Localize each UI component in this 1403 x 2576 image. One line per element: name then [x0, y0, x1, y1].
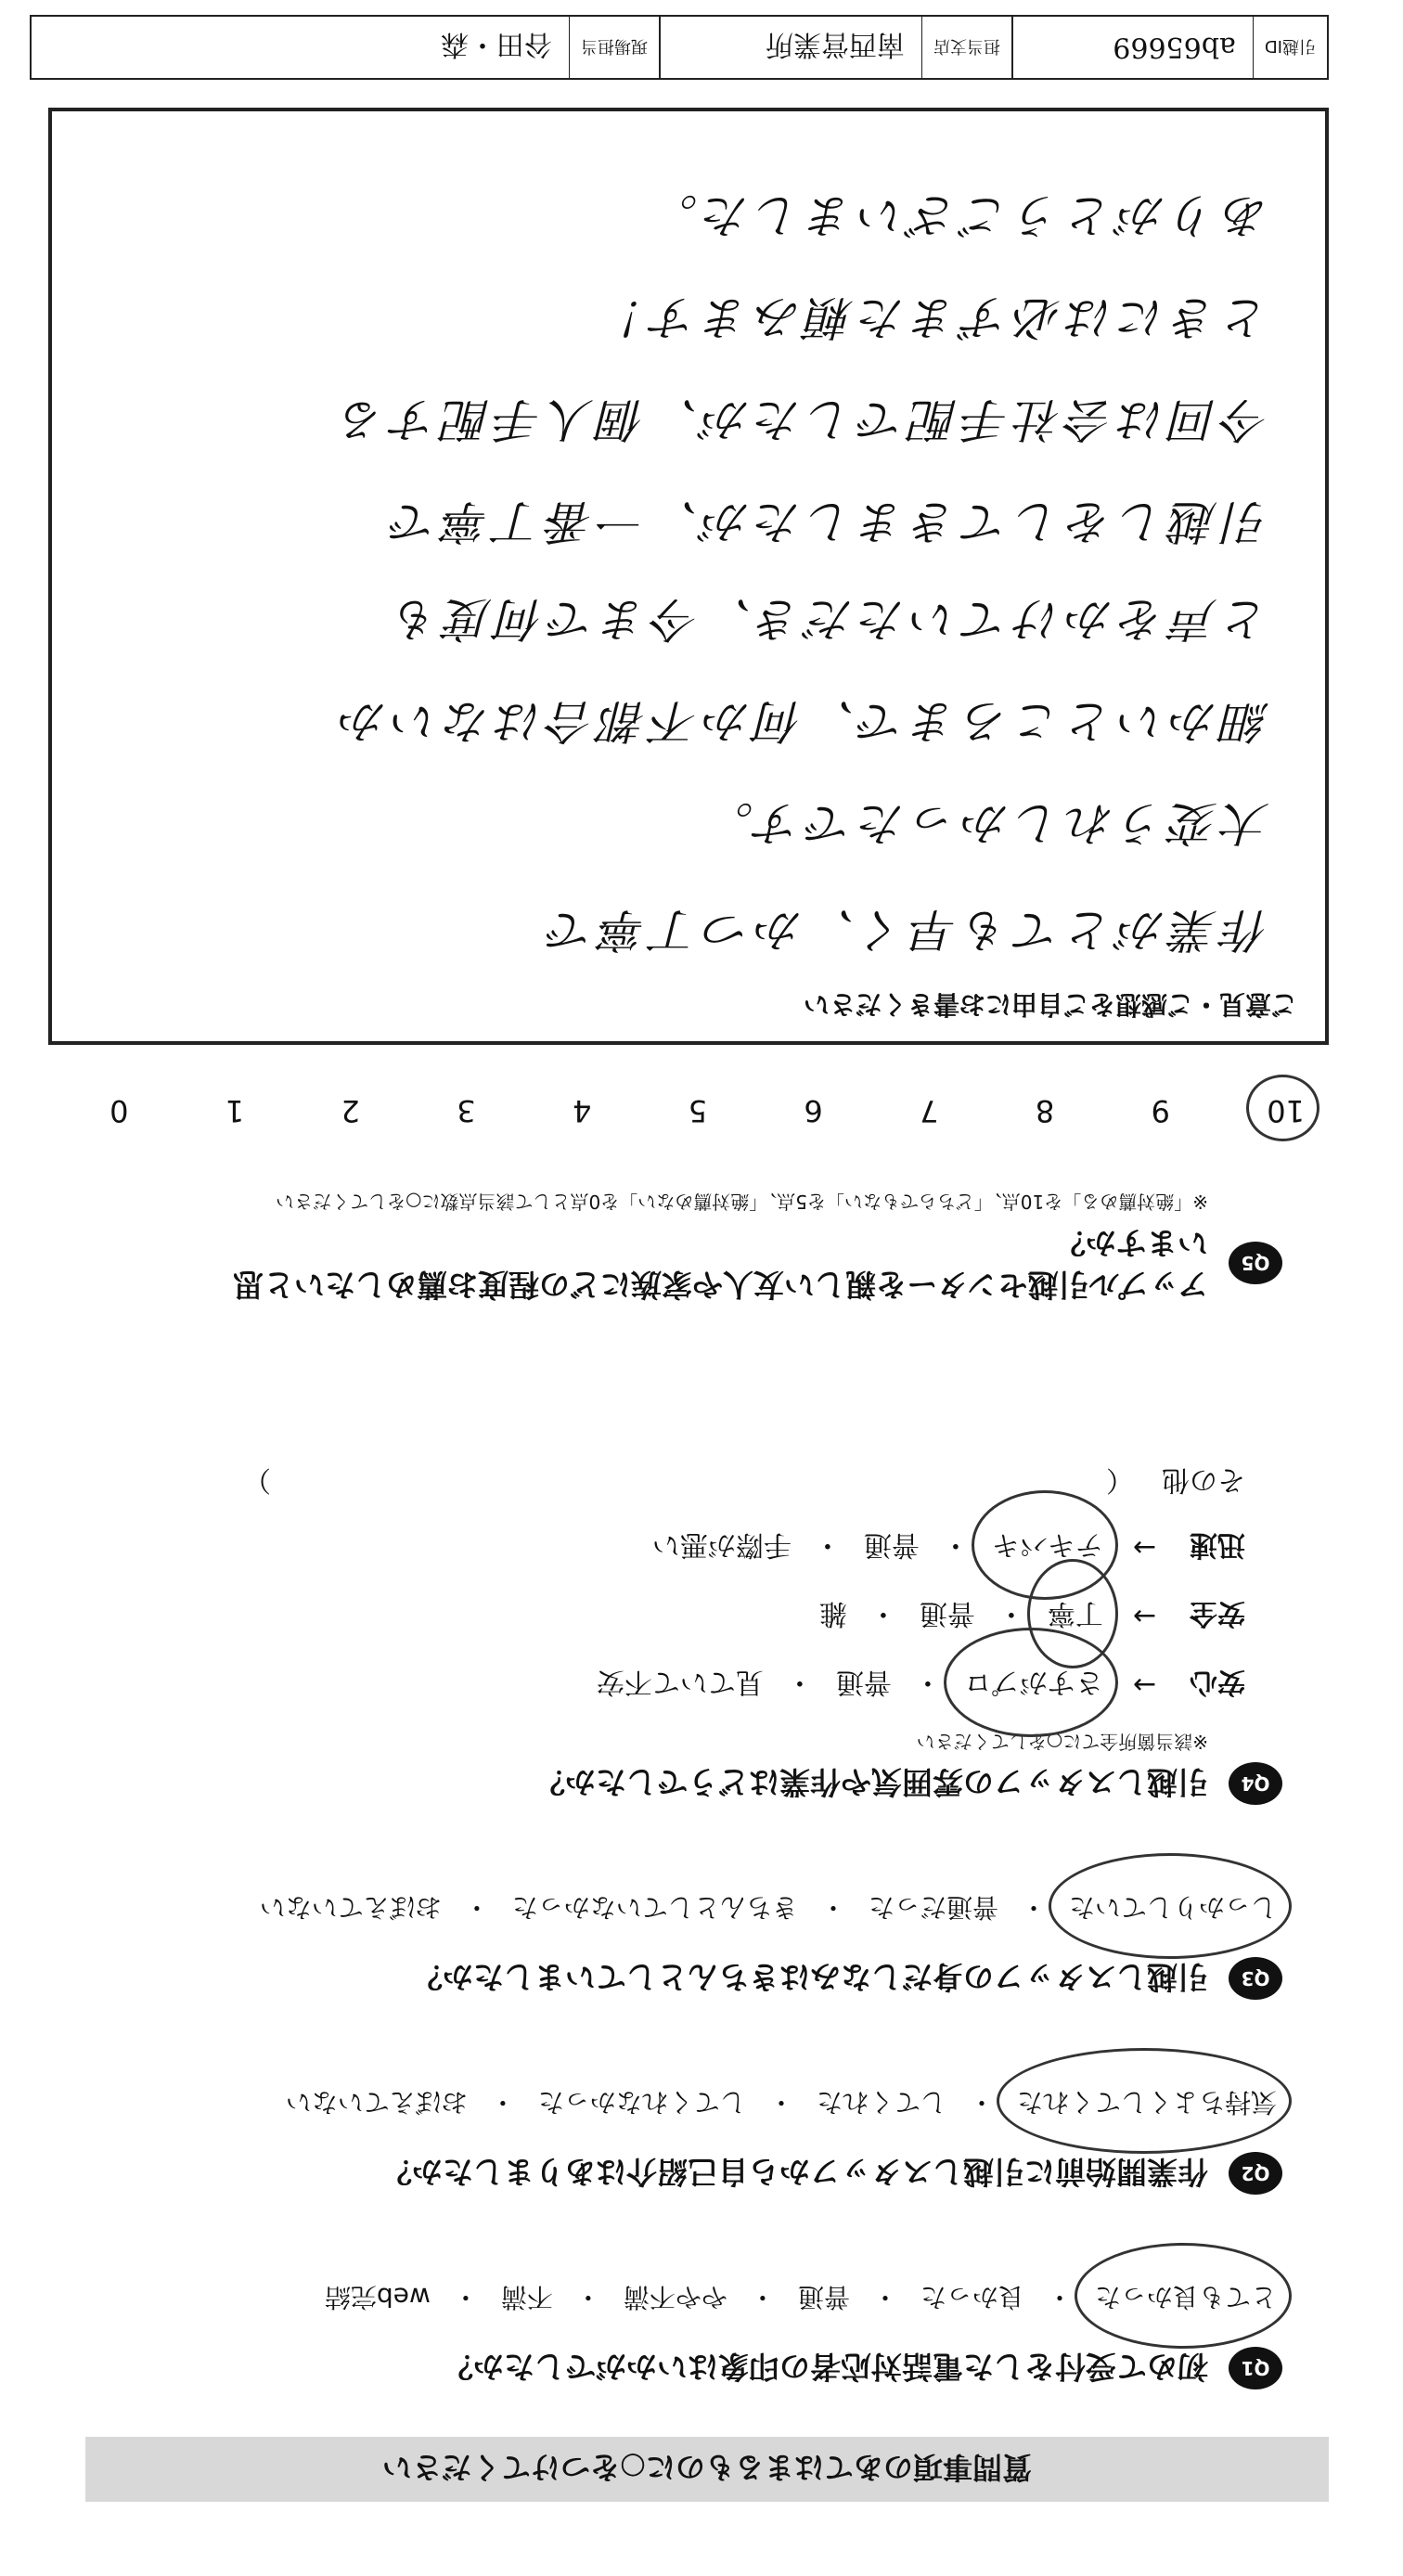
comment-line: ありがとうございました。	[646, 188, 1269, 242]
question-3	[122, 1887, 1282, 2001]
q4-other-label: その他	[1162, 1463, 1245, 1496]
staff-label: 現場担当	[569, 17, 659, 78]
q1-text: 初めて受付をした電話対応者の印象はいかがでしたか？	[443, 2349, 1208, 2385]
q2-text: 作業開始前に引越しスタッフから自己紹介はありましたか？	[381, 2154, 1208, 2190]
staff-cell	[32, 17, 659, 78]
comment-title: ご意見・ご感想をご自由にお書きください	[803, 989, 1297, 1020]
branch-label: 担当支店	[921, 17, 1011, 78]
comment-line: 今回は会社手配でしたが、個人手配する	[334, 393, 1269, 446]
q3-option[interactable]: 普通だった	[868, 1892, 998, 1923]
q5-score[interactable]: 10	[1261, 1093, 1310, 1128]
q2-option[interactable]: してくれた	[816, 2087, 946, 2118]
q4-option[interactable]: 雑	[818, 1597, 847, 1629]
arrow-icon: →	[1132, 1600, 1156, 1633]
q4-row-label: 迅速	[1190, 1528, 1245, 1561]
q5-score[interactable]: 3	[457, 1093, 476, 1128]
q5-score[interactable]: 9	[1151, 1093, 1170, 1128]
q4-option[interactable]: 普通	[835, 1666, 892, 1698]
comment-line: ときには必ずまた頼みます！	[594, 290, 1269, 344]
q4-row-anshin: 安心 → さすがプロ ・ 普通 ・ 見ていて不安	[122, 1661, 1245, 1709]
q3-option[interactable]: おぼえていない	[259, 1892, 442, 1923]
q5-score[interactable]: 7	[920, 1093, 939, 1128]
q5-score[interactable]: 4	[572, 1093, 592, 1128]
comment-line: 細かいところまで、何か不都合はないか	[335, 694, 1269, 748]
q4-option[interactable]: テキパキ	[986, 1524, 1109, 1572]
q3-option[interactable]: しっかりしていた	[1063, 1887, 1282, 1931]
q5-text: アップル引越センターを親しい友人や家族にどの程度お薦めしたいと思いますか？	[232, 1225, 1208, 1303]
q4-text: 引越しスタッフの雰囲気や作業はどうでしたか？	[534, 1764, 1208, 1800]
q4-option[interactable]: さすがプロ	[959, 1661, 1109, 1709]
move-id-label: 引越ID	[1253, 17, 1327, 78]
comment-line: と声をかけていただき、今まで何度も	[388, 592, 1269, 646]
move-id-cell	[1011, 17, 1327, 78]
header-table	[30, 15, 1329, 80]
q4-note: ※該当箇所全てに○をしてください	[916, 1731, 1208, 1753]
staff-value: 谷田・森	[441, 28, 552, 60]
q3-badge: Q3	[1229, 1958, 1282, 2001]
arrow-icon: →	[1132, 1531, 1156, 1565]
q2-options: 気持ちよくしてくれた ・ してくれた ・ してくれなかった ・ おぼえていない	[122, 2081, 1282, 2126]
comment-line: 作業がとても早く、かつ丁寧で	[543, 903, 1269, 957]
q4-other-paren-open: （	[1106, 1463, 1134, 1496]
q2-option[interactable]: おぼえていない	[285, 2087, 468, 2118]
q4-other-paren-close: ）	[243, 1463, 271, 1496]
q3-option[interactable]: きちんとしていなかった	[511, 1892, 798, 1923]
q1-option[interactable]: web完結	[324, 2282, 431, 2312]
q5-score[interactable]: 6	[804, 1093, 823, 1128]
question-2	[122, 2081, 1282, 2196]
branch-cell	[659, 17, 1011, 78]
q1-option[interactable]: 普通	[797, 2282, 850, 2312]
q2-option[interactable]: 気持ちよくしてくれた	[1011, 2081, 1282, 2126]
q5-badge: Q5	[1229, 1242, 1282, 1284]
comment-box[interactable]	[48, 108, 1329, 1045]
q1-option[interactable]: 良かった	[920, 2282, 1024, 2312]
q2-option[interactable]: してくれなかった	[537, 2087, 746, 2118]
q5-scale	[104, 1093, 1310, 1128]
question-4	[122, 1462, 1282, 1806]
q4-option[interactable]: 丁寧	[1042, 1592, 1109, 1641]
q4-option[interactable]: 手際が悪い	[651, 1528, 792, 1561]
q5-score[interactable]: 2	[341, 1093, 360, 1128]
q1-options: とても良かった ・ 良かった ・ 普通 ・ やや不満 ・ 不満 ・ web完結	[122, 2276, 1282, 2321]
q3-text: 引越しスタッフの身だしなみはきちんとしていましたか？	[412, 1959, 1208, 1995]
q3-options: しっかりしていた ・ 普通だった ・ きちんとしていなかった ・ おぼえていない	[122, 1887, 1282, 1931]
q4-option[interactable]: 見ていて不安	[596, 1666, 764, 1698]
q5-score[interactable]: 1	[225, 1093, 245, 1128]
q4-option[interactable]: 普通	[863, 1528, 920, 1561]
q4-row-label: 安全	[1190, 1597, 1245, 1629]
q4-option[interactable]: 普通	[919, 1597, 975, 1629]
q1-option[interactable]: 不満	[500, 2282, 553, 2312]
q1-option[interactable]: やや不満	[623, 2282, 727, 2312]
question-1	[122, 2276, 1282, 2390]
instruction-banner: 質問事項のあてはまるものに○をつけてください	[85, 2437, 1329, 2502]
arrow-icon: →	[1132, 1668, 1156, 1702]
q5-score[interactable]: 8	[1035, 1093, 1055, 1128]
q1-badge: Q1	[1229, 2348, 1282, 2390]
q4-badge: Q4	[1229, 1763, 1282, 1806]
q5-score[interactable]: 0	[109, 1093, 129, 1128]
comment-line: 大変うれしかったです。	[702, 796, 1269, 850]
q1-option[interactable]: とても良かった	[1089, 2276, 1282, 2321]
move-id-value: ab65669	[1113, 31, 1236, 64]
q4-row-label: 安心	[1190, 1666, 1245, 1698]
q2-badge: Q2	[1229, 2153, 1282, 2196]
question-5	[122, 1190, 1282, 1305]
q4-row-anzen: 安全 → 丁寧 ・ 普通 ・ 雑	[122, 1592, 1245, 1641]
comment-line: 引越しをしてきましたが、一番丁寧で	[386, 495, 1269, 548]
branch-value: 南西営業所	[766, 28, 905, 60]
q5-note: ※「絶対薦める」を10点、「どちらでもない」を5点、「絶対薦めない」を0点として該当点数に○をしてください	[276, 1190, 1208, 1213]
q5-score[interactable]: 5	[688, 1093, 708, 1128]
q4-row-jinsoku: 迅速 → テキパキ ・ 普通 ・ 手際が悪い	[122, 1524, 1245, 1572]
